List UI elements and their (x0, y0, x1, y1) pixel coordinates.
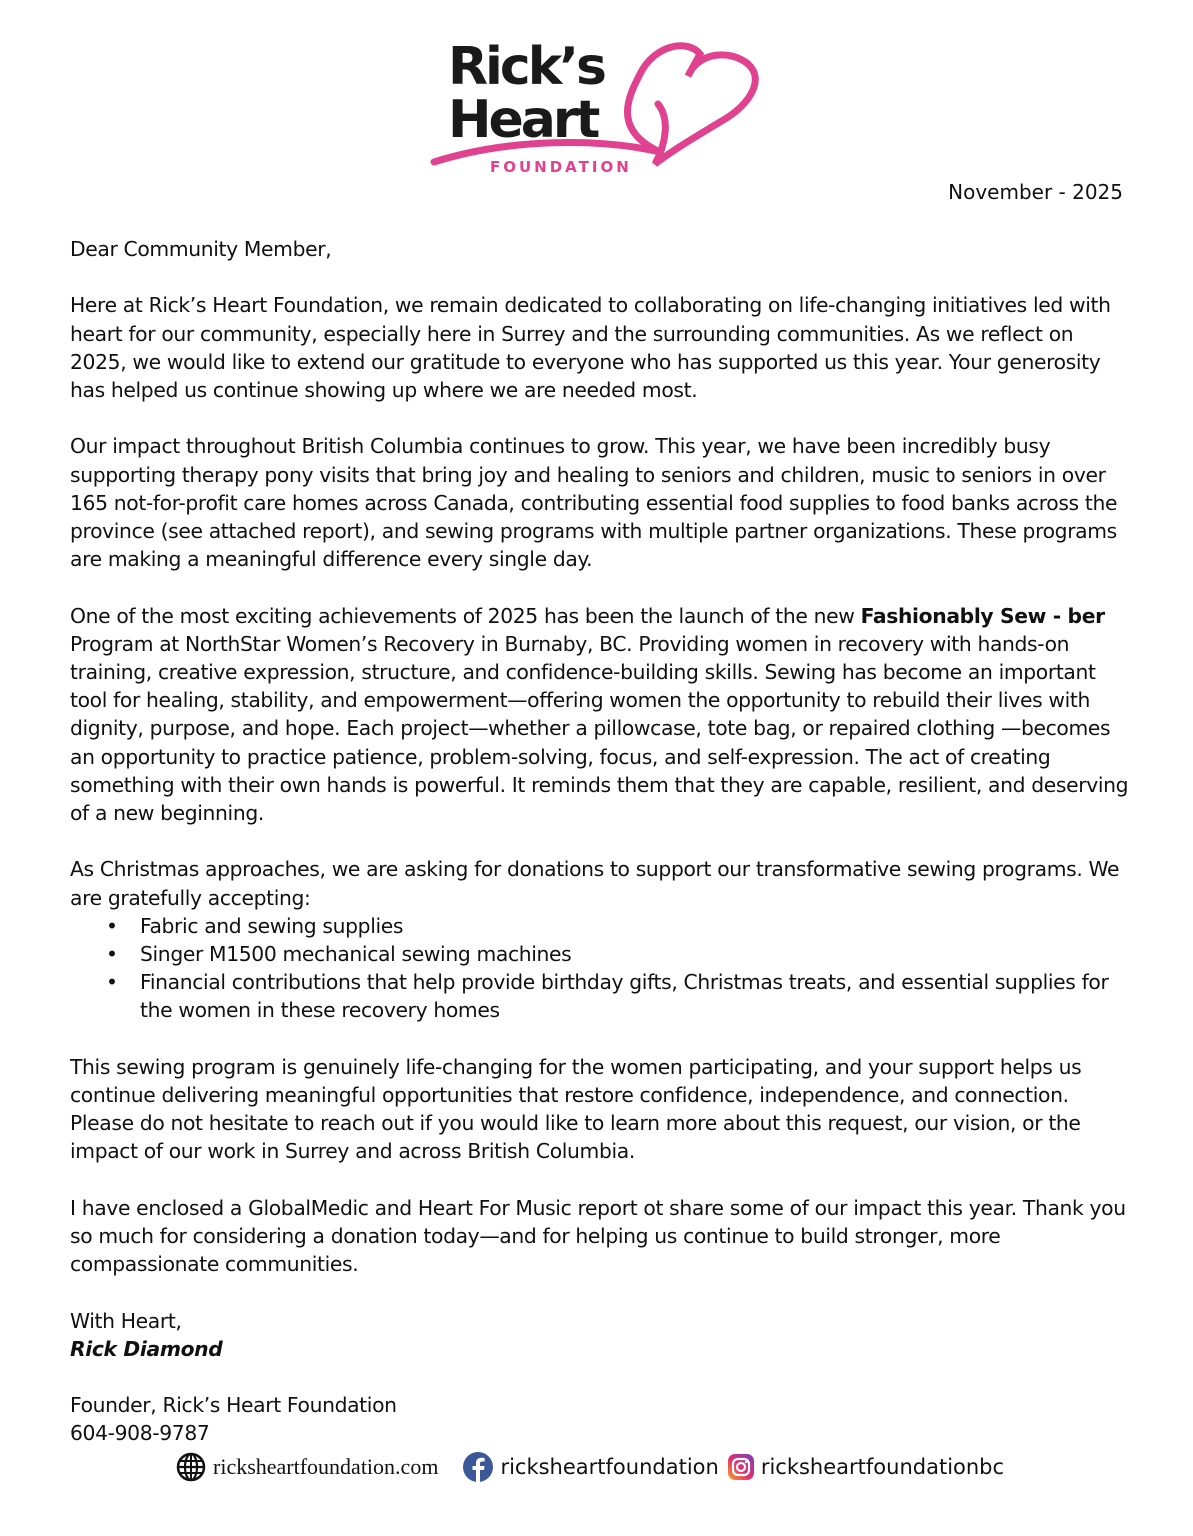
facebook-icon (462, 1451, 494, 1483)
letter-date: November - 2025 (948, 180, 1123, 204)
salutation: Dear Community Member, (70, 237, 332, 261)
website-text: ricksheartfoundation.com (213, 1454, 439, 1479)
logo-line2: Heart (448, 90, 598, 150)
paragraph-sewing-program (70, 602, 1130, 828)
paragraph-enclosed: I have enclosed a GlobalMedic and Heart For Music report ot share some of our impact this year. Thank you so much for considering a donation today—and for helping us continue to build stronger, more compassionate communities. (70, 1195, 1126, 1277)
paragraph-impact: Our impact throughout British Columbia continues to grow. This year, we have been incredibly busy supporting therapy pony visits that bring joy and healing to seniors and children, music to seniors in over 165 not-for-profit care homes across Canada, contributing essential food supplies to food banks across the province (see attached report), and sewing programs with multiple partner organizations. These programs are making a meaningful difference every single day. (70, 434, 1118, 572)
contact-footer (175, 1447, 1024, 1487)
closing (70, 1307, 1130, 1448)
instagram-link[interactable] (727, 1453, 1004, 1481)
instagram-icon (727, 1453, 755, 1481)
instagram-text: ricksheartfoundationbc (760, 1455, 1005, 1479)
program-name: Fashionably Sew - ber (860, 603, 1105, 628)
donation-item: • Fabric and sewing supplies (140, 912, 1130, 940)
website-link[interactable] (175, 1451, 438, 1483)
donation-item: • Financial contributions that help provide birthday gifts, Christmas treats, and essential supplies for the women in these recovery homes (140, 968, 1130, 1024)
foundation-logo (430, 34, 770, 179)
donation-item: • Singer M1500 mechanical sewing machines (140, 940, 1130, 968)
signer-title: Founder, Rick’s Heart Foundation (70, 1393, 397, 1418)
spacer (70, 1363, 1130, 1391)
signature: Rick Diamond (70, 1336, 223, 1361)
donation-intro: As Christmas approaches, we are asking for donations to support our transformative sewing programs. We are gratefully accepting: (70, 857, 1120, 910)
paragraph-text: Program at NorthStar Women’s Recovery in Burnaby, BC. Providing women in recovery with hands-on training, creative expression, structure, and confidence-building skills. Sewing has become an important tool for healing, stability, and empowerment—offering women the opportunity to rebuild their lives with dignity, purpose, and hope. Each project—whether a pillowcase, tote bag, or repaired clothing —becomes an opportunity to practice patience, problem-solving, focus, and self-expression. The act of creating something with their own hands is powerful. It reminds them that they are capable, resilient, and deserving of a new beginning. (70, 631, 1129, 826)
facebook-text: ricksheartfoundation (500, 1455, 719, 1479)
logo-line1: Rick’s (448, 37, 604, 97)
facebook-link[interactable] (462, 1451, 718, 1483)
phone-number: 604-908-9787 (70, 1421, 210, 1446)
logo-line3: FOUNDATION (490, 158, 632, 176)
letter-body (70, 235, 1130, 1448)
paragraph-support: This sewing program is genuinely life-changing for the women participating, and your support helps us continue delivering meaningful opportunities that restore confidence, independence, and connection. Please do not hesitate to reach out if you would like to learn more about this request, our vision, or the impact of our work in Surrey and across British Columbia. (70, 1054, 1082, 1164)
paragraph-text: One of the most exciting achievements of 2025 has been the launch of the new (70, 603, 861, 628)
donation-request (70, 855, 1130, 1024)
sign-off: With Heart, (70, 1308, 182, 1333)
donation-list (70, 912, 1130, 1025)
globe-icon (175, 1451, 207, 1483)
logo-graphic (430, 34, 770, 179)
paragraph-gratitude: Here at Rick’s Heart Foundation, we remain dedicated to collaborating on life-changing initiatives led with heart for our community, especially here in Surrey and the surrounding communities. As we reflect on 2025, we would like to extend our gratitude to everyone who has supported us this year. Your generosity has helped us continue showing up where we are needed most. (70, 293, 1111, 402)
